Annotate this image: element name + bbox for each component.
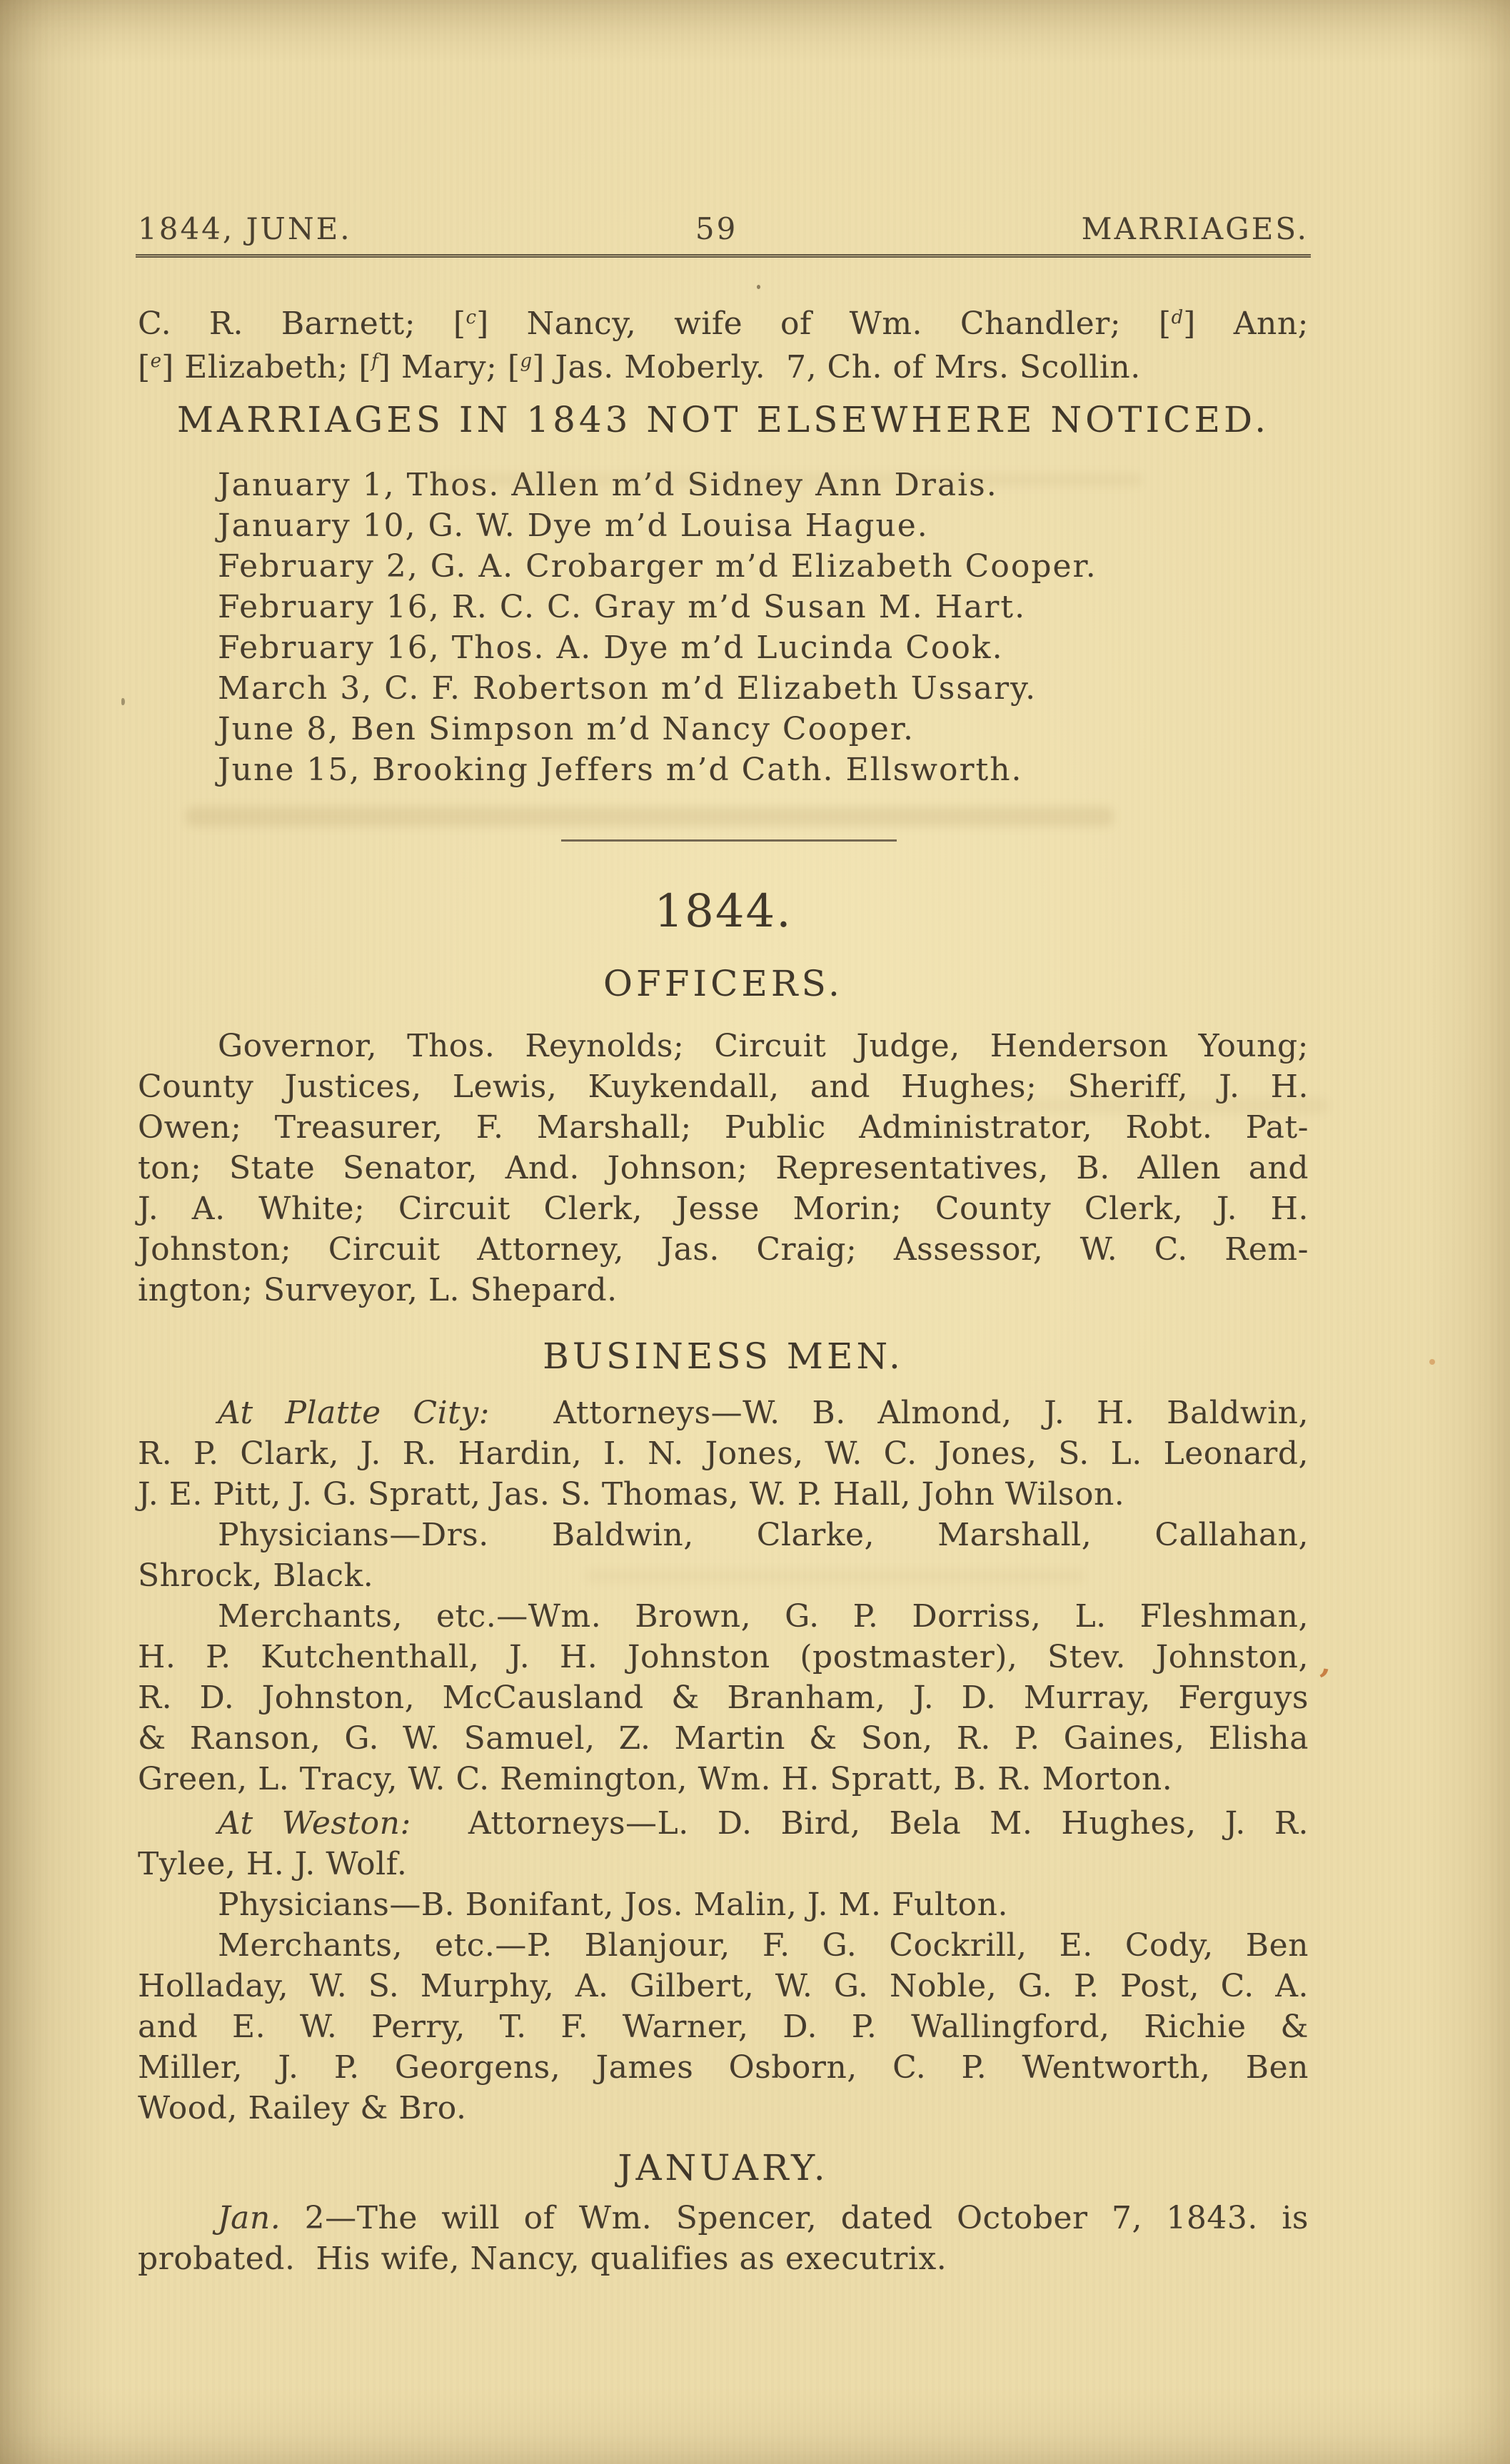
footnote-letter: g xyxy=(520,350,533,372)
marriage-entry: June 15, Brooking Jeffers m’d Cath. Ellsworth. xyxy=(218,752,1023,788)
text-line xyxy=(138,1393,1309,1433)
text-segment: ] Elizabeth; [ xyxy=(161,349,372,385)
text-line: County Justices, Lewis, Kuykendall, and Hughes; Sheriff, J. H. xyxy=(138,1069,1309,1105)
text-line: Physicians—Drs. Baldwin, Clarke, Marshall, Callahan, xyxy=(218,1517,1309,1553)
page-number: 59 xyxy=(695,211,738,246)
text-line: ington; Surveyor, L. Shepard. xyxy=(138,1272,618,1308)
text-segment: ] Nancy, wife of Wm. Chandler; [ xyxy=(476,306,1172,342)
footnote-letter: e xyxy=(150,350,162,372)
officers-heading: OFFICERS. xyxy=(603,963,843,1004)
place-lead: At Platte City: xyxy=(218,1395,490,1431)
text-line xyxy=(138,1803,1309,1844)
show-through-smudge xyxy=(428,473,1142,487)
running-head-title: MARRIAGES. xyxy=(1081,211,1309,246)
marriage-entry: March 3, C. F. Robertson m’d Elizabeth Ussary. xyxy=(218,670,1037,707)
text-line: Tylee, H. J. Wolf. xyxy=(138,1846,408,1882)
ink-speck xyxy=(757,285,760,289)
text-line: J. E. Pitt, J. G. Spratt, Jas. S. Thomas, W. P. Hall, John Wilson. xyxy=(138,1476,1125,1513)
text-line: R. D. Johnston, McCausland & Branham, J. D. Murray, Ferguys xyxy=(138,1680,1309,1716)
marriage-entry: February 16, R. C. C. Gray m’d Susan M. Hart. xyxy=(218,589,1027,625)
show-through-smudge xyxy=(957,1098,1328,1114)
show-through-smudge xyxy=(186,807,1114,827)
text-line: R. P. Clark, J. R. Hardin, I. N. Jones, W. C. Jones, S. L. Leonard, xyxy=(138,1435,1309,1472)
footnote-letter: d xyxy=(1171,307,1184,328)
platte-city-paragraph xyxy=(138,1393,1309,1799)
running-head xyxy=(138,211,1309,246)
text-segment: Attorneys—W. B. Almond, J. H. Baldwin, xyxy=(490,1395,1309,1431)
footnote-letter: c xyxy=(465,307,477,328)
foxing-spot xyxy=(1429,1359,1435,1365)
marriage-entry: June 8, Ben Simpson m’d Nancy Cooper. xyxy=(218,711,915,747)
weston-paragraph xyxy=(138,1803,1309,2129)
text-line: Johnston; Circuit Attorney, Jas. Craig; Assessor, W. C. Rem- xyxy=(138,1231,1309,1268)
marriage-entry: February 2, G. A. Crobarger m’d Elizabeth Cooper. xyxy=(218,548,1097,585)
text-line xyxy=(138,299,1309,343)
text-line: Wood, Railey & Bro. xyxy=(138,2090,467,2126)
text-line: Holladay, W. S. Murphy, A. Gilbert, W. G. Noble, G. P. Post, C. A. xyxy=(138,1968,1309,2004)
marriage-list-1843 xyxy=(138,465,1309,790)
marriage-entry: February 16, Thos. A. Dye m’d Lucinda Cook. xyxy=(218,630,1004,666)
text-line: Physicians—B. Bonifant, Jos. Malin, J. M. Fulton. xyxy=(218,1887,1008,1923)
text-segment: Attorneys—L. D. Bird, Bela M. Hughes, J. R. xyxy=(411,1805,1309,1842)
text-segment: C. R. Barnett; [ xyxy=(138,306,466,342)
stray-pen-mark: ’ xyxy=(1314,1661,1332,1701)
show-through-smudge xyxy=(585,1569,1085,1583)
marriage-entry: January 1, Thos. Allen m’d Sidney Ann Drais. xyxy=(218,467,998,503)
text-segment: ] Jas. Moberly. 7, Ch. of Mrs. Scollin. xyxy=(532,349,1141,385)
officers-paragraph xyxy=(138,1026,1309,1311)
text-line: H. P. Kutchenthall, J. H. Johnston (postmaster), Stev. Johnston, xyxy=(138,1639,1309,1675)
text-line: and E. W. Perry, T. F. Warner, D. P. Wallingford, Richie & xyxy=(138,2009,1309,2045)
text-line: Shrock, Black. xyxy=(138,1557,374,1594)
year-heading: 1844. xyxy=(654,885,792,938)
text-segment: ] Ann; xyxy=(1183,306,1309,342)
date-lead: Jan. xyxy=(218,2200,281,2236)
text-line: Owen; Treasurer, F. Marshall; Public Administrator, Robt. Pat- xyxy=(138,1109,1309,1146)
text-line: J. A. White; Circuit Clerk, Jesse Morin; County Clerk, J. H. xyxy=(138,1191,1309,1227)
text-line xyxy=(138,2198,1309,2238)
header-rule xyxy=(136,254,1311,258)
text-line: probated. His wife, Nancy, qualifies as executrix. xyxy=(138,2241,947,2277)
text-segment: 2—The will of Wm. Spencer, dated October 7, 1843. is xyxy=(281,2200,1309,2236)
text-line: Merchants, etc.—P. Blanjour, F. G. Cockrill, E. Cody, Ben xyxy=(218,1927,1309,1964)
footnote-letter: f xyxy=(371,350,378,372)
text-line: Green, L. Tracy, W. C. Remington, Wm. H. Spratt, B. R. Morton. xyxy=(138,1761,1173,1797)
text-line: & Ranson, G. W. Samuel, Z. Martin & Son, R. P. Gaines, Elisha xyxy=(138,1720,1309,1757)
text-line xyxy=(138,343,1309,386)
section-heading-marriages-1843: MARRIAGES IN 1843 NOT ELSEWHERE NOTICED. xyxy=(176,399,1270,440)
place-lead: At Weston: xyxy=(218,1805,411,1842)
text-segment: [ xyxy=(138,349,151,385)
text-line: ton; State Senator, And. Johnson; Representatives, B. Allen and xyxy=(138,1150,1309,1186)
january-paragraph xyxy=(138,2198,1309,2279)
running-head-date: 1844, JUNE. xyxy=(138,211,352,246)
marriage-entry: January 10, G. W. Dye m’d Louisa Hague. xyxy=(218,508,929,544)
text-line: Merchants, etc.—Wm. Brown, G. P. Dorriss, L. Fleshman, xyxy=(218,1598,1309,1635)
section-divider-rule xyxy=(561,839,897,842)
continuation-paragraph xyxy=(138,299,1309,386)
ink-speck xyxy=(121,698,125,705)
text-line: Governor, Thos. Reynolds; Circuit Judge, Henderson Young; xyxy=(218,1028,1309,1064)
business-men-heading: BUSINESS MEN. xyxy=(543,1335,904,1377)
text-segment: ] Mary; [ xyxy=(378,349,520,385)
january-heading: JANUARY. xyxy=(618,2147,829,2188)
text-line: Miller, J. P. Georgens, James Osborn, C. P. Wentworth, Ben xyxy=(138,2049,1309,2086)
